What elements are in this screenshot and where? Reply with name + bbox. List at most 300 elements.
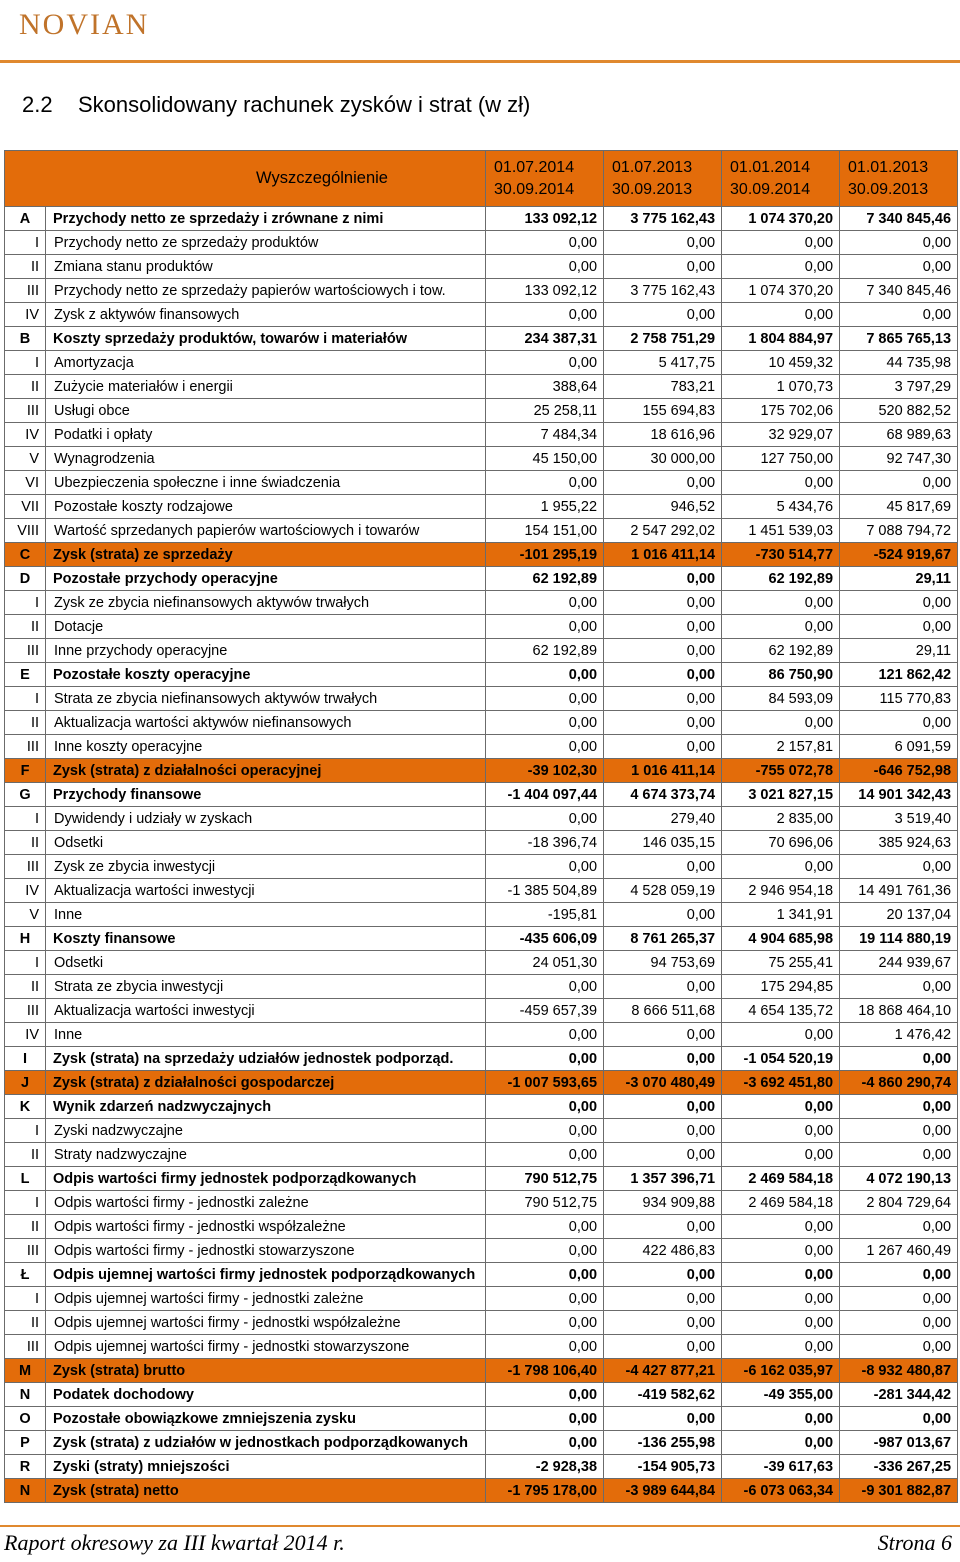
row-code: I bbox=[5, 591, 46, 615]
row-label: Pozostałe przychody operacyjne bbox=[46, 567, 486, 591]
table-header-row bbox=[5, 151, 958, 207]
table-row bbox=[5, 543, 958, 567]
row-value: 0,00 bbox=[722, 1335, 840, 1359]
row-value: 18 616,96 bbox=[604, 423, 722, 447]
row-label: Odpis wartości firmy jednostek podporządkowanych bbox=[46, 1167, 486, 1191]
table-row bbox=[5, 231, 958, 255]
row-label: Pozostałe koszty operacyjne bbox=[46, 663, 486, 687]
row-code: II bbox=[5, 1215, 46, 1239]
row-value: 1 804 884,97 bbox=[722, 327, 840, 351]
row-value: 0,00 bbox=[722, 591, 840, 615]
table-row bbox=[5, 1479, 958, 1503]
row-value: 44 735,98 bbox=[840, 351, 958, 375]
row-value: -1 007 593,65 bbox=[486, 1071, 604, 1095]
row-code: III bbox=[5, 1335, 46, 1359]
table-row bbox=[5, 255, 958, 279]
row-label: Zyski nadzwyczajne bbox=[46, 1119, 486, 1143]
table-row bbox=[5, 855, 958, 879]
row-value: 934 909,88 bbox=[604, 1191, 722, 1215]
row-value: -1 795 178,00 bbox=[486, 1479, 604, 1503]
table-row bbox=[5, 1239, 958, 1263]
row-value: 0,00 bbox=[604, 1311, 722, 1335]
row-code: C bbox=[5, 543, 46, 567]
row-value: 0,00 bbox=[722, 1095, 840, 1119]
row-value: -419 582,62 bbox=[604, 1383, 722, 1407]
row-value: 0,00 bbox=[722, 231, 840, 255]
row-value: 0,00 bbox=[840, 1215, 958, 1239]
table-row bbox=[5, 663, 958, 687]
period-header bbox=[604, 151, 722, 207]
row-value: 520 882,52 bbox=[840, 399, 958, 423]
row-value: 0,00 bbox=[486, 1311, 604, 1335]
row-label: Odpis ujemnej wartości firmy - jednostki zależne bbox=[46, 1287, 486, 1311]
row-value: 0,00 bbox=[604, 735, 722, 759]
row-value: 0,00 bbox=[722, 1023, 840, 1047]
row-code: N bbox=[5, 1383, 46, 1407]
row-code: III bbox=[5, 855, 46, 879]
table-row bbox=[5, 783, 958, 807]
row-code: IV bbox=[5, 423, 46, 447]
table-row bbox=[5, 351, 958, 375]
row-value: 0,00 bbox=[486, 807, 604, 831]
row-value: 2 547 292,02 bbox=[604, 519, 722, 543]
row-code: VIII bbox=[5, 519, 46, 543]
row-code: F bbox=[5, 759, 46, 783]
row-value: 0,00 bbox=[486, 1263, 604, 1287]
row-label: Odpis ujemnej wartości firmy - jednostki stowarzyszone bbox=[46, 1335, 486, 1359]
row-value: 62 192,89 bbox=[486, 639, 604, 663]
row-value: 0,00 bbox=[840, 1311, 958, 1335]
row-code: II bbox=[5, 975, 46, 999]
row-value: 1 070,73 bbox=[722, 375, 840, 399]
row-value: 0,00 bbox=[604, 1335, 722, 1359]
row-value: 0,00 bbox=[604, 1047, 722, 1071]
table-row bbox=[5, 1119, 958, 1143]
row-value: 5 434,76 bbox=[722, 495, 840, 519]
row-value: 0,00 bbox=[486, 687, 604, 711]
row-value: 0,00 bbox=[722, 1143, 840, 1167]
row-value: 0,00 bbox=[840, 231, 958, 255]
row-value: 0,00 bbox=[604, 1287, 722, 1311]
row-value: 0,00 bbox=[604, 591, 722, 615]
table-row bbox=[5, 879, 958, 903]
row-value: 0,00 bbox=[486, 1095, 604, 1119]
row-value: 2 157,81 bbox=[722, 735, 840, 759]
row-value: 0,00 bbox=[604, 1263, 722, 1287]
row-value: 0,00 bbox=[722, 1239, 840, 1263]
period-to: 30.09.2013 bbox=[612, 180, 693, 198]
row-label: Odpis wartości firmy - jednostki współzależne bbox=[46, 1215, 486, 1239]
row-value: -2 928,38 bbox=[486, 1455, 604, 1479]
row-label: Przychody netto ze sprzedaży i zrównane z nimi bbox=[46, 207, 486, 231]
row-value: 0,00 bbox=[604, 1119, 722, 1143]
row-value: 0,00 bbox=[840, 1095, 958, 1119]
row-value: -336 267,25 bbox=[840, 1455, 958, 1479]
table-row bbox=[5, 615, 958, 639]
table-row bbox=[5, 279, 958, 303]
row-label: Odpis ujemnej wartości firmy - jednostki współzależne bbox=[46, 1311, 486, 1335]
row-value: 0,00 bbox=[486, 975, 604, 999]
row-value: 0,00 bbox=[722, 711, 840, 735]
table-row bbox=[5, 1215, 958, 1239]
row-value: 92 747,30 bbox=[840, 447, 958, 471]
row-label: Wartość sprzedanych papierów wartościowych i towarów bbox=[46, 519, 486, 543]
row-value: 0,00 bbox=[486, 855, 604, 879]
period-header bbox=[840, 151, 958, 207]
row-label: Inne koszty operacyjne bbox=[46, 735, 486, 759]
row-value: 0,00 bbox=[604, 471, 722, 495]
period-header bbox=[722, 151, 840, 207]
row-code: III bbox=[5, 279, 46, 303]
row-value: 0,00 bbox=[840, 303, 958, 327]
section-number: 2.2 bbox=[22, 92, 53, 117]
row-value: 234 387,31 bbox=[486, 327, 604, 351]
period-from: 01.07.2013 bbox=[612, 158, 693, 176]
row-value: -459 657,39 bbox=[486, 999, 604, 1023]
row-code: K bbox=[5, 1095, 46, 1119]
row-value: 175 702,06 bbox=[722, 399, 840, 423]
row-value: 2 804 729,64 bbox=[840, 1191, 958, 1215]
row-value: 0,00 bbox=[486, 255, 604, 279]
table-row bbox=[5, 639, 958, 663]
row-code: II bbox=[5, 831, 46, 855]
row-value: 0,00 bbox=[722, 1287, 840, 1311]
row-label: Wynagrodzenia bbox=[46, 447, 486, 471]
table-row bbox=[5, 591, 958, 615]
table-row bbox=[5, 1191, 958, 1215]
row-label: Odpis wartości firmy - jednostki zależne bbox=[46, 1191, 486, 1215]
row-value: 0,00 bbox=[486, 1215, 604, 1239]
table-row bbox=[5, 567, 958, 591]
row-value: 0,00 bbox=[486, 711, 604, 735]
row-code: V bbox=[5, 447, 46, 471]
row-code: A bbox=[5, 207, 46, 231]
row-value: 24 051,30 bbox=[486, 951, 604, 975]
row-label: Zysk (strata) z udziałów w jednostkach podporządkowanych bbox=[46, 1431, 486, 1455]
row-value: -3 692 451,80 bbox=[722, 1071, 840, 1095]
table-row bbox=[5, 1143, 958, 1167]
row-value: 783,21 bbox=[604, 375, 722, 399]
row-code: II bbox=[5, 1311, 46, 1335]
row-label: Strata ze zbycia inwestycji bbox=[46, 975, 486, 999]
row-label: Zysk ze zbycia inwestycji bbox=[46, 855, 486, 879]
row-value: 0,00 bbox=[722, 1263, 840, 1287]
row-code: IV bbox=[5, 303, 46, 327]
row-code: L bbox=[5, 1167, 46, 1191]
row-value: 0,00 bbox=[840, 615, 958, 639]
table-row bbox=[5, 1359, 958, 1383]
row-value: 29,11 bbox=[840, 567, 958, 591]
row-value: 3 797,29 bbox=[840, 375, 958, 399]
row-value: 422 486,83 bbox=[604, 1239, 722, 1263]
row-value: 0,00 bbox=[840, 1335, 958, 1359]
row-code: I bbox=[5, 1287, 46, 1311]
row-value: 0,00 bbox=[486, 303, 604, 327]
row-value: 0,00 bbox=[486, 1047, 604, 1071]
row-value: 19 114 880,19 bbox=[840, 927, 958, 951]
row-code: II bbox=[5, 711, 46, 735]
row-value: 1 016 411,14 bbox=[604, 759, 722, 783]
row-code: I bbox=[5, 1119, 46, 1143]
row-value: -1 404 097,44 bbox=[486, 783, 604, 807]
row-code: G bbox=[5, 783, 46, 807]
table-row bbox=[5, 423, 958, 447]
row-value: 0,00 bbox=[604, 255, 722, 279]
row-value: 0,00 bbox=[604, 975, 722, 999]
row-value: 84 593,09 bbox=[722, 687, 840, 711]
row-label: Przychody finansowe bbox=[46, 783, 486, 807]
row-value: 0,00 bbox=[840, 1047, 958, 1071]
row-value: 4 654 135,72 bbox=[722, 999, 840, 1023]
row-code: I bbox=[5, 351, 46, 375]
row-value: -18 396,74 bbox=[486, 831, 604, 855]
row-value: 385 924,63 bbox=[840, 831, 958, 855]
table-row bbox=[5, 1311, 958, 1335]
row-value: 0,00 bbox=[486, 351, 604, 375]
row-value: 0,00 bbox=[604, 1023, 722, 1047]
row-value: 127 750,00 bbox=[722, 447, 840, 471]
row-label: Podatek dochodowy bbox=[46, 1383, 486, 1407]
row-value: -6 162 035,97 bbox=[722, 1359, 840, 1383]
row-value: 30 000,00 bbox=[604, 447, 722, 471]
row-label: Dywidendy i udziały w zyskach bbox=[46, 807, 486, 831]
row-value: 0,00 bbox=[840, 1407, 958, 1431]
row-label: Usługi obce bbox=[46, 399, 486, 423]
row-value: 4 904 685,98 bbox=[722, 927, 840, 951]
row-value: 7 484,34 bbox=[486, 423, 604, 447]
row-value: 0,00 bbox=[486, 1119, 604, 1143]
row-value: 1 016 411,14 bbox=[604, 543, 722, 567]
row-label: Koszty sprzedaży produktów, towarów i materiałów bbox=[46, 327, 486, 351]
row-value: 1 955,22 bbox=[486, 495, 604, 519]
section-heading: Skonsolidowany rachunek zysków i strat (w zł) bbox=[78, 92, 531, 117]
row-label: Straty nadzwyczajne bbox=[46, 1143, 486, 1167]
row-code: VII bbox=[5, 495, 46, 519]
footer-page-number: Strona 6 bbox=[877, 1530, 952, 1555]
company-logo: NOVIAN bbox=[19, 8, 150, 41]
row-value: 2 946 954,18 bbox=[722, 879, 840, 903]
row-value: 2 758 751,29 bbox=[604, 327, 722, 351]
row-value: 0,00 bbox=[604, 663, 722, 687]
row-value: -646 752,98 bbox=[840, 759, 958, 783]
row-value: 0,00 bbox=[840, 711, 958, 735]
row-label: Zyski (straty) mniejszości bbox=[46, 1455, 486, 1479]
row-label: Aktualizacja wartości inwestycji bbox=[46, 879, 486, 903]
row-label: Pozostałe koszty rodzajowe bbox=[46, 495, 486, 519]
row-code: N bbox=[5, 1479, 46, 1503]
row-value: 0,00 bbox=[604, 567, 722, 591]
row-value: -987 013,67 bbox=[840, 1431, 958, 1455]
row-code: II bbox=[5, 615, 46, 639]
row-value: 133 092,12 bbox=[486, 279, 604, 303]
row-value: 0,00 bbox=[604, 1095, 722, 1119]
table-row bbox=[5, 903, 958, 927]
row-code: M bbox=[5, 1359, 46, 1383]
row-code: II bbox=[5, 375, 46, 399]
row-value: 0,00 bbox=[604, 231, 722, 255]
table-row bbox=[5, 1047, 958, 1071]
table-row bbox=[5, 807, 958, 831]
row-label: Zysk (strata) na sprzedaży udziałów jednostek podporząd. bbox=[46, 1047, 486, 1071]
row-label: Zysk (strata) netto bbox=[46, 1479, 486, 1503]
row-value: 7 340 845,46 bbox=[840, 279, 958, 303]
row-label: Zysk (strata) brutto bbox=[46, 1359, 486, 1383]
period-to: 30.09.2014 bbox=[494, 180, 575, 198]
row-value: 0,00 bbox=[604, 903, 722, 927]
row-label: Zmiana stanu produktów bbox=[46, 255, 486, 279]
row-value: 0,00 bbox=[840, 1287, 958, 1311]
row-code: IV bbox=[5, 1023, 46, 1047]
row-value: 94 753,69 bbox=[604, 951, 722, 975]
row-label: Aktualizacja wartości inwestycji bbox=[46, 999, 486, 1023]
row-code: R bbox=[5, 1455, 46, 1479]
row-value: -3 989 644,84 bbox=[604, 1479, 722, 1503]
row-value: 0,00 bbox=[604, 303, 722, 327]
row-code: III bbox=[5, 399, 46, 423]
row-code: III bbox=[5, 639, 46, 663]
period-to: 30.09.2014 bbox=[730, 180, 811, 198]
row-value: 0,00 bbox=[486, 1023, 604, 1047]
table-row bbox=[5, 495, 958, 519]
row-value: 0,00 bbox=[604, 711, 722, 735]
row-value: 20 137,04 bbox=[840, 903, 958, 927]
row-value: 2 835,00 bbox=[722, 807, 840, 831]
row-code: V bbox=[5, 903, 46, 927]
row-code: I bbox=[5, 687, 46, 711]
table-row bbox=[5, 1383, 958, 1407]
row-value: -755 072,78 bbox=[722, 759, 840, 783]
table-row bbox=[5, 735, 958, 759]
table-row bbox=[5, 1095, 958, 1119]
row-value: 18 868 464,10 bbox=[840, 999, 958, 1023]
row-value: 0,00 bbox=[840, 255, 958, 279]
table-row bbox=[5, 1455, 958, 1479]
row-code: I bbox=[5, 1047, 46, 1071]
row-value: 8 666 511,68 bbox=[604, 999, 722, 1023]
row-value: 0,00 bbox=[486, 231, 604, 255]
header-divider bbox=[0, 60, 960, 63]
row-value: 0,00 bbox=[840, 471, 958, 495]
row-label: Inne przychody operacyjne bbox=[46, 639, 486, 663]
row-value: -39 102,30 bbox=[486, 759, 604, 783]
row-value: -154 905,73 bbox=[604, 1455, 722, 1479]
row-value: 6 091,59 bbox=[840, 735, 958, 759]
row-code: O bbox=[5, 1407, 46, 1431]
row-value: 86 750,90 bbox=[722, 663, 840, 687]
row-code: I bbox=[5, 807, 46, 831]
row-value: 0,00 bbox=[604, 1143, 722, 1167]
row-value: 75 255,41 bbox=[722, 951, 840, 975]
row-value: 10 459,32 bbox=[722, 351, 840, 375]
row-label: Odsetki bbox=[46, 951, 486, 975]
row-label: Aktualizacja wartości aktywów niefinansowych bbox=[46, 711, 486, 735]
row-value: 0,00 bbox=[486, 1239, 604, 1263]
header-label: Wyszczególnienie bbox=[5, 151, 486, 207]
row-value: 7 340 845,46 bbox=[840, 207, 958, 231]
period-from: 01.01.2013 bbox=[848, 158, 929, 176]
row-value: -3 070 480,49 bbox=[604, 1071, 722, 1095]
row-value: -8 932 480,87 bbox=[840, 1359, 958, 1383]
row-value: 4 674 373,74 bbox=[604, 783, 722, 807]
row-value: 0,00 bbox=[722, 1431, 840, 1455]
row-value: 121 862,42 bbox=[840, 663, 958, 687]
income-statement-table bbox=[4, 150, 958, 1503]
row-label: Dotacje bbox=[46, 615, 486, 639]
row-label: Zysk z aktywów finansowych bbox=[46, 303, 486, 327]
row-label: Zysk ze zbycia niefinansowych aktywów trwałych bbox=[46, 591, 486, 615]
row-value: 1 476,42 bbox=[840, 1023, 958, 1047]
row-value: 70 696,06 bbox=[722, 831, 840, 855]
row-value: 7 088 794,72 bbox=[840, 519, 958, 543]
period-to: 30.09.2013 bbox=[848, 180, 929, 198]
footer-divider bbox=[0, 1525, 960, 1527]
row-label: Odpis ujemnej wartości firmy jednostek podporządkowanych bbox=[46, 1263, 486, 1287]
row-label: Odpis wartości firmy - jednostki stowarzyszone bbox=[46, 1239, 486, 1263]
row-value: 0,00 bbox=[486, 735, 604, 759]
row-value: 0,00 bbox=[604, 1215, 722, 1239]
row-value: -9 301 882,87 bbox=[840, 1479, 958, 1503]
row-value: 3 021 827,15 bbox=[722, 783, 840, 807]
row-value: 2 469 584,18 bbox=[722, 1167, 840, 1191]
row-code: E bbox=[5, 663, 46, 687]
row-code: Ł bbox=[5, 1263, 46, 1287]
row-value: 3 775 162,43 bbox=[604, 279, 722, 303]
row-code: II bbox=[5, 1143, 46, 1167]
row-value: 0,00 bbox=[604, 687, 722, 711]
table-row bbox=[5, 687, 958, 711]
row-value: 1 451 539,03 bbox=[722, 519, 840, 543]
table-row bbox=[5, 1335, 958, 1359]
row-value: 0,00 bbox=[604, 615, 722, 639]
row-label: Inne bbox=[46, 903, 486, 927]
row-value: 2 469 584,18 bbox=[722, 1191, 840, 1215]
row-value: 1 357 396,71 bbox=[604, 1167, 722, 1191]
table-row bbox=[5, 951, 958, 975]
row-value: 175 294,85 bbox=[722, 975, 840, 999]
period-from: 01.01.2014 bbox=[730, 158, 811, 176]
table-body bbox=[5, 207, 958, 1503]
row-label: Pozostałe obowiązkowe zmniejszenia zysku bbox=[46, 1407, 486, 1431]
row-label: Zużycie materiałów i energii bbox=[46, 375, 486, 399]
row-value: 0,00 bbox=[722, 1407, 840, 1431]
row-value: 45 817,69 bbox=[840, 495, 958, 519]
row-code: III bbox=[5, 735, 46, 759]
row-label: Zysk (strata) z działalności gospodarczej bbox=[46, 1071, 486, 1095]
row-value: 0,00 bbox=[604, 1407, 722, 1431]
row-label: Ubezpieczenia społeczne i inne świadczenia bbox=[46, 471, 486, 495]
table-row bbox=[5, 831, 958, 855]
table-row bbox=[5, 375, 958, 399]
row-value: -1 385 504,89 bbox=[486, 879, 604, 903]
row-label: Odsetki bbox=[46, 831, 486, 855]
row-value: 279,40 bbox=[604, 807, 722, 831]
row-value: 0,00 bbox=[486, 1287, 604, 1311]
row-label: Strata ze zbycia niefinansowych aktywów trwałych bbox=[46, 687, 486, 711]
row-value: 0,00 bbox=[840, 591, 958, 615]
period-from: 01.07.2014 bbox=[494, 158, 575, 176]
row-value: 0,00 bbox=[486, 471, 604, 495]
row-value: -4 860 290,74 bbox=[840, 1071, 958, 1095]
row-label: Wynik zdarzeń nadzwyczajnych bbox=[46, 1095, 486, 1119]
table-row bbox=[5, 207, 958, 231]
table-row bbox=[5, 519, 958, 543]
row-value: 1 074 370,20 bbox=[722, 207, 840, 231]
row-value: -101 295,19 bbox=[486, 543, 604, 567]
footer-report-title: Raport okresowy za III kwartał 2014 r. bbox=[4, 1530, 345, 1555]
table-row bbox=[5, 975, 958, 999]
row-value: -4 427 877,21 bbox=[604, 1359, 722, 1383]
row-value: 8 761 265,37 bbox=[604, 927, 722, 951]
